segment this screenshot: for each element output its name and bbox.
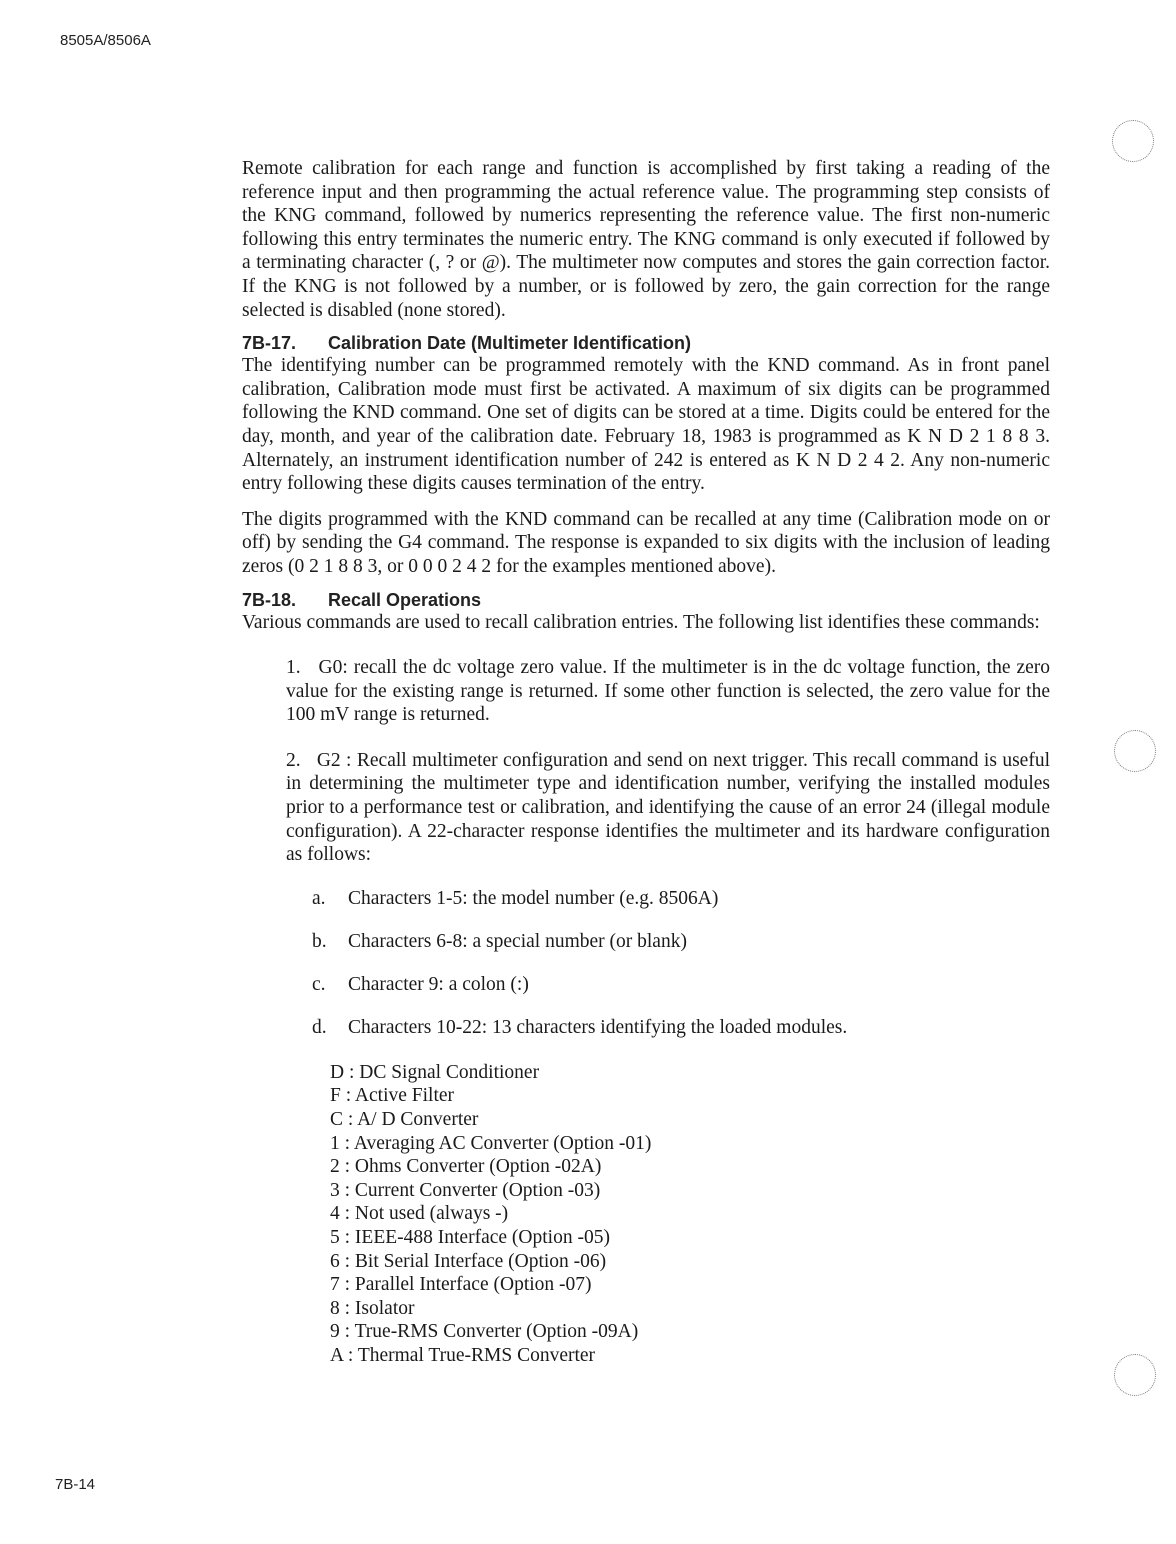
module-code-item: 7 : Parallel Interface (Option -07) (330, 1274, 592, 1296)
sub-list-item-text: Characters 10-22: 13 characters identifying the loaded modules. (348, 1016, 848, 1038)
module-code-list (330, 1061, 1050, 1368)
section-heading-recall-operations (242, 589, 1050, 611)
sub-list-item-letter: c. (312, 973, 326, 995)
sub-list-item-text: Character 9: a colon (:) (348, 973, 529, 995)
module-code-item: 1 : Averaging AC Converter (Option -01) (330, 1132, 652, 1154)
paragraph: The identifying number can be programmed remotely with the KND command. As in front panel calibration, Calibration mode must first be activated. A maximum of six digits can be programmed following the KND command. One set of digits can be stored at a time. Digits could be entered for the day, month, and year of the calibration date. February 18, 1983 is programmed as K N D 2 1 8 8 3. Alternately, an instrument identification number of 242 is entered as K N D 2 4 2. Any non-numeric entry following these digits causes termination of the entry. (242, 355, 1050, 495)
punch-hole-top (1112, 120, 1154, 162)
list-item (286, 656, 1050, 727)
section-number: 7B-18. (242, 589, 297, 610)
section-number: 7B-17. (242, 333, 297, 354)
module-code-item: 4 : Not used (always -) (330, 1203, 509, 1225)
sub-list-item-text: Characters 1-5: the model number (e.g. 8506A) (348, 887, 719, 909)
module-code-item: F : Active Filter (330, 1085, 455, 1107)
punch-hole-bottom (1114, 1354, 1156, 1396)
list-item-number: 2. (286, 749, 301, 771)
section-heading-calibration-date (242, 332, 1050, 354)
page-content (242, 157, 1050, 1368)
module-code-item: 8 : Isolator (330, 1297, 415, 1319)
list-item (286, 749, 1050, 867)
paragraph: Various commands are used to recall calibration entries. The following list identifies these commands: (242, 611, 1040, 633)
sub-list-item-letter: a. (312, 887, 326, 909)
intro-paragraph: Remote calibration for each range and function is accomplished by first taking a reading of the reference input and then programming the actual reference value. The programming step consists of the KNG command, followed by numerics representing the reference value. The first non-numeric following this entry terminates the numeric entry. The KNG command is only executed if followed by a terminating character (, ? or @). The multimeter now computes and stores the gain correction factor. If the KNG is not followed by a number, or is followed by zero, the gain correction for the range selected is disabled (none stored). (242, 158, 1050, 321)
sub-list-item-text: Characters 6-8: a special number (or blank) (348, 930, 687, 952)
module-code-item: 9 : True-RMS Converter (Option -09A) (330, 1321, 639, 1343)
sub-list-item-letter: d. (312, 1016, 327, 1038)
section-title: Recall Operations (328, 589, 482, 610)
list-item-number: 1. (286, 657, 301, 679)
module-code-item: 2 : Ohms Converter (Option -02A) (330, 1156, 602, 1178)
module-code-item: C : A/ D Converter (330, 1109, 479, 1131)
page-number: 7B-14 (55, 1476, 96, 1493)
sub-list-item (312, 973, 1050, 1016)
document-model-header: 8505A/8506A (60, 32, 151, 49)
punch-hole-middle (1114, 730, 1156, 772)
sub-list-item (312, 887, 1050, 930)
section-title: Calibration Date (Multimeter Identification) (328, 333, 692, 354)
sub-list-item-letter: b. (312, 930, 327, 952)
module-code-item: A : Thermal True-RMS Converter (330, 1344, 596, 1366)
sub-list-item (312, 930, 1050, 973)
list-item-text: G0: recall the dc voltage zero value. If the multimeter is in the dc voltage function, the zero value for the existing range is returned. If some other function is selected, the zero value for the 100 mV range is returned. (286, 657, 1050, 726)
module-code-item: D : DC Signal Conditioner (330, 1061, 540, 1083)
module-code-item: 6 : Bit Serial Interface (Option -06) (330, 1250, 607, 1272)
sub-list-item (312, 1016, 1050, 1059)
list-item-text: G2 : Recall multimeter configuration and send on next trigger. This recall command is useful in determining the multimeter type and identification number, verifying the installed modules prior to a performance test or calibration, and identifying the cause of an error 24 (illegal module configuration). A 22-character response identifies the multimeter and its hardware configuration as follows: (286, 749, 1050, 866)
paragraph: The digits programmed with the KND command can be recalled at any time (Calibration mode on or off) by sending the G4 command. The response is expanded to six digits with the inclusion of leading zeros (0 2 1 8 8 3, or 0 0 0 2 4 2 for the examples mentioned above). (242, 508, 1050, 577)
module-code-item: 5 : IEEE-488 Interface (Option -05) (330, 1227, 610, 1248)
module-code-item: 3 : Current Converter (Option -03) (330, 1179, 601, 1201)
